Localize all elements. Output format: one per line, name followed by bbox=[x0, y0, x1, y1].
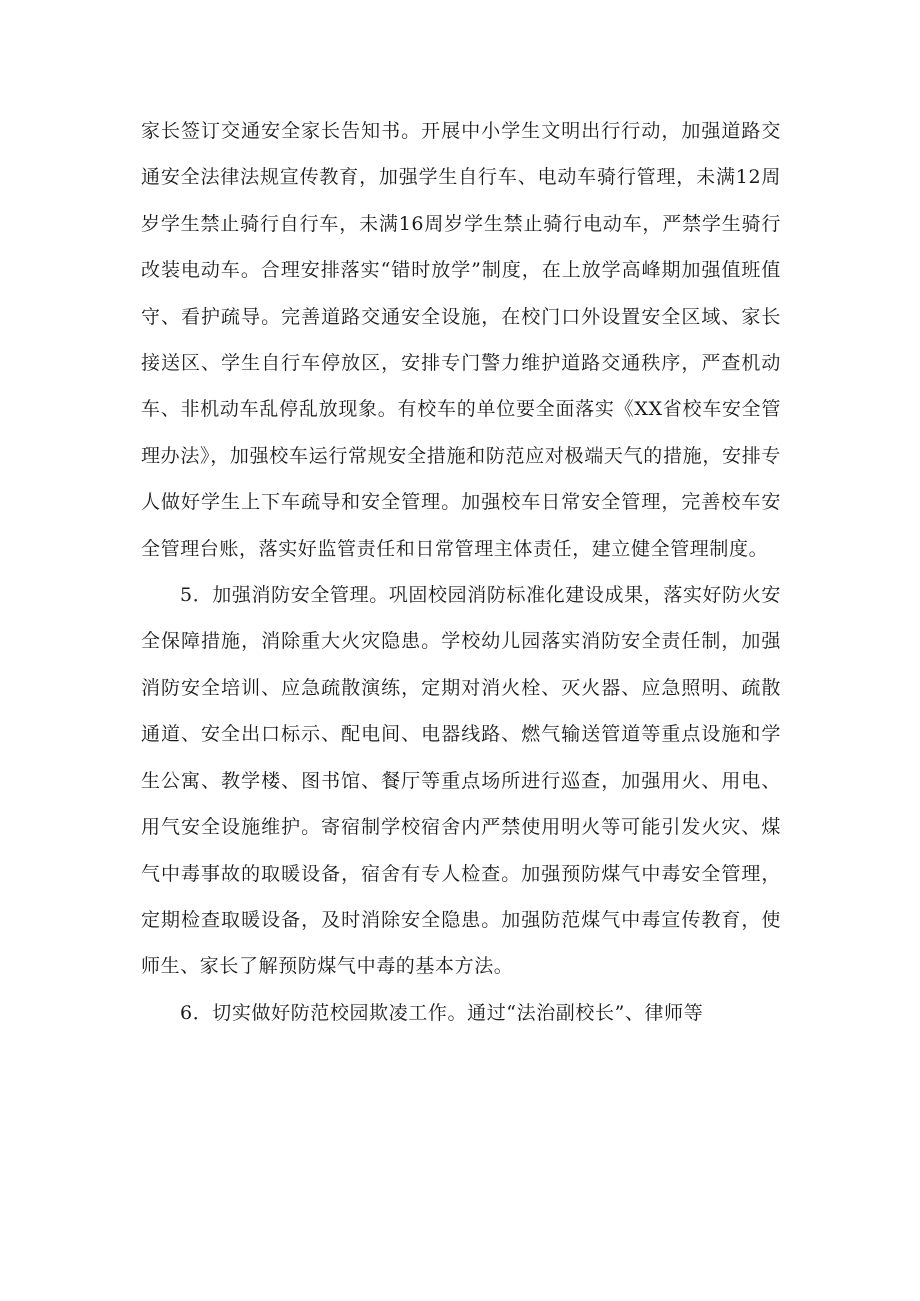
paragraph-fire-safety: 5．加强消防安全管理。巩固校园消防标准化建设成果，落实好防火安全保障措施，消除重大火灾隐患。学校幼儿园落实消防安全责任制，加强消防安全培训、应急疏散演练，定期对消火栓、灭火器、应急照明、疏散通道、安全出口标示、配电间、电器线路、燃气输送管道等重点设施和学生公寓、教学楼、图书馆、餐厅等重点场所进行巡查，加强用火、用电、用气安全设施维护。寄宿制学校宿舍内严禁使用明火等可能引发火灾、煤气中毒事故的取暖设备，宿舍有专人检查。加强预防煤气中毒安全管理，定期检查取暖设备，及时消除安全隐患。加强防范煤气中毒宣传教育，使师生、家长了解预防煤气中毒的基本方法。 bbox=[141, 584, 781, 978]
paragraph-traffic-safety-continued: 家长签订交通安全家长告知书。开展中小学生文明出行行动，加强道路交通安全法律法规宣传教育，加强学生自行车、电动车骑行管理，未满12周岁学生禁止骑行自行车，未满16周岁学生禁止骑行电动车，严禁学生骑行改装电动车。合理安排落实“错时放学”制度，在上放学高峰期加强值班值守、看护疏导。完善道路交通安全设施，在校门口外设置安全区域、家长接送区、学生自行车停放区，安排专门警力维护道路交通秩序，严查机动车、非机动车乱停乱放现象。有校车的单位要全面落实《XX省校车安全管理办法》，加强校车运行常规安全措施和防范应对极端天气的措施，安排专人做好学生上下车疏导和安全管理。加强校车日常安全管理，完善校车安全管理台账，落实好监管责任和日常管理主体责任，建立健全管理制度。 bbox=[141, 120, 781, 560]
paragraph-anti-bullying: 6．切实做好防范校园欺凌工作。通过“法治副校长”、律师等 bbox=[180, 1001, 704, 1024]
document-body bbox=[141, 108, 781, 1036]
